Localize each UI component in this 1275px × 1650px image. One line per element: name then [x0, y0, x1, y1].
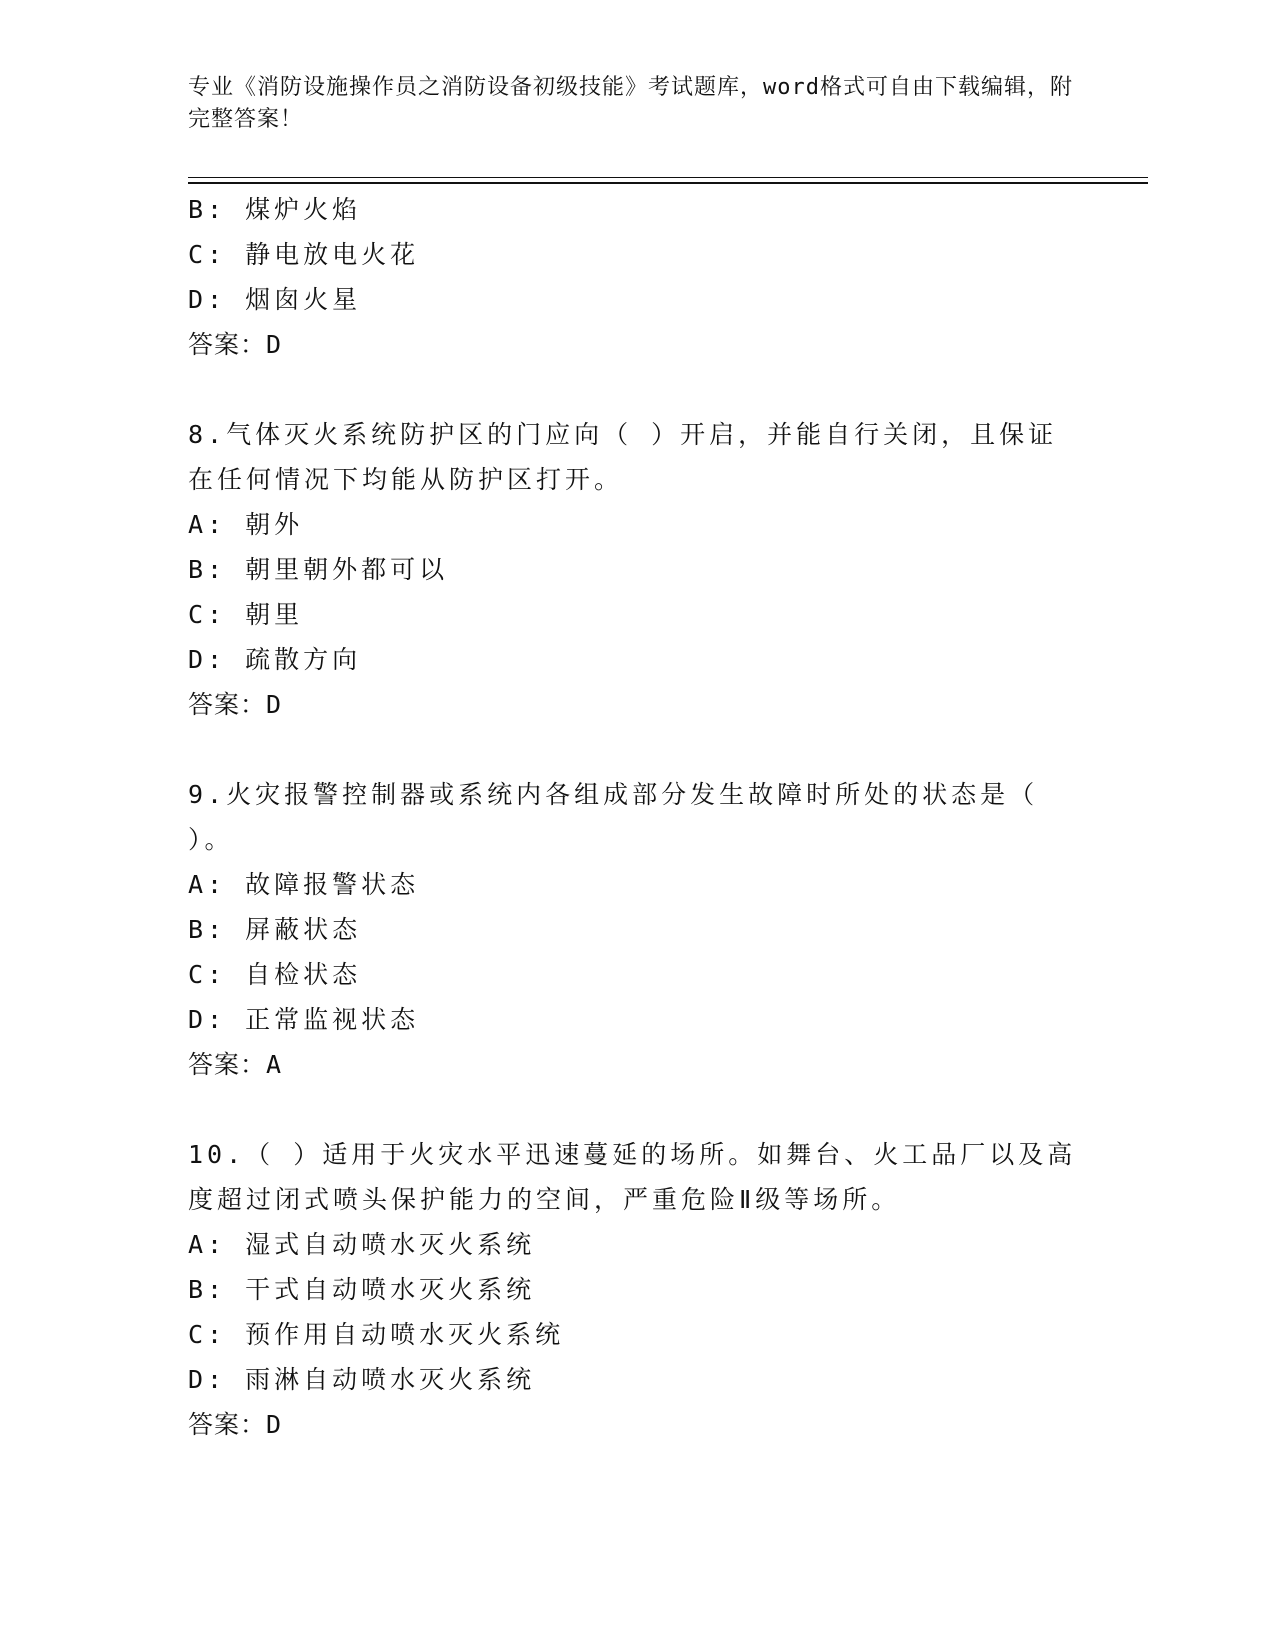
answer-value: A [266, 1050, 283, 1079]
q8-stem-line1: 8.气体灭火系统防护区的门应向（ ）开启，并能自行关闭，且保证 [188, 420, 1058, 449]
q9-option-c: C: 自检状态 [188, 960, 362, 989]
q10-answer [188, 1408, 282, 1442]
q8-stem-line2: 在任何情况下均能从防护区打开。 [188, 465, 624, 494]
document-header [188, 72, 1088, 136]
header-intro-text: 专业《消防设施操作员之消防设备初级技能》考试题库，word格式可自由下载编辑，附完整答案！ [188, 75, 1073, 132]
q8-option-a: A: 朝外 [188, 510, 304, 539]
q9-answer [188, 1048, 282, 1082]
answer-value: D [266, 690, 283, 719]
prev-option-c: C: 静电放电火花 [188, 240, 420, 269]
q10-stem-line2: 度超过闭式喷头保护能力的空间，严重危险Ⅱ级等场所。 [188, 1185, 901, 1214]
q9-option-b: B: 屏蔽状态 [188, 915, 362, 944]
q9-stem-line1: 9.火灾报警控制器或系统内各组成部分发生故障时所处的状态是（ [188, 780, 1039, 809]
q9-stem-line2: ）。 [188, 825, 234, 854]
answer-label: 答案： [188, 690, 267, 719]
q10-stem-line1: 10.（ ）适用于火灾水平迅速蔓延的场所。如舞台、火工品厂以及高 [188, 1140, 1077, 1169]
answer-label: 答案： [188, 1410, 267, 1439]
answer-value: D [266, 1410, 283, 1439]
answer-value: D [266, 330, 283, 359]
q10-option-c: C: 预作用自动喷水灭火系统 [188, 1320, 565, 1349]
q8-option-d: D: 疏散方向 [188, 645, 362, 674]
q10-option-d: D: 雨淋自动喷水灭火系统 [188, 1365, 536, 1394]
q9-option-d: D: 正常监视状态 [188, 1005, 420, 1034]
q8-answer [188, 688, 282, 722]
header-divider-thin [188, 177, 1148, 178]
header-divider-thick [188, 182, 1148, 184]
prev-option-d: D: 烟囱火星 [188, 285, 362, 314]
q9-option-a: A: 故障报警状态 [188, 870, 420, 899]
answer-label: 答案： [188, 1050, 267, 1079]
q8-option-c: C: 朝里 [188, 600, 304, 629]
prev-option-b: B: 煤炉火焰 [188, 195, 362, 224]
q10-option-a: A: 湿式自动喷水灭火系统 [188, 1230, 536, 1259]
q10-option-b: B: 干式自动喷水灭火系统 [188, 1275, 536, 1304]
q8-option-b: B: 朝里朝外都可以 [188, 555, 449, 584]
prev-answer [188, 328, 282, 362]
answer-label: 答案： [188, 330, 267, 359]
